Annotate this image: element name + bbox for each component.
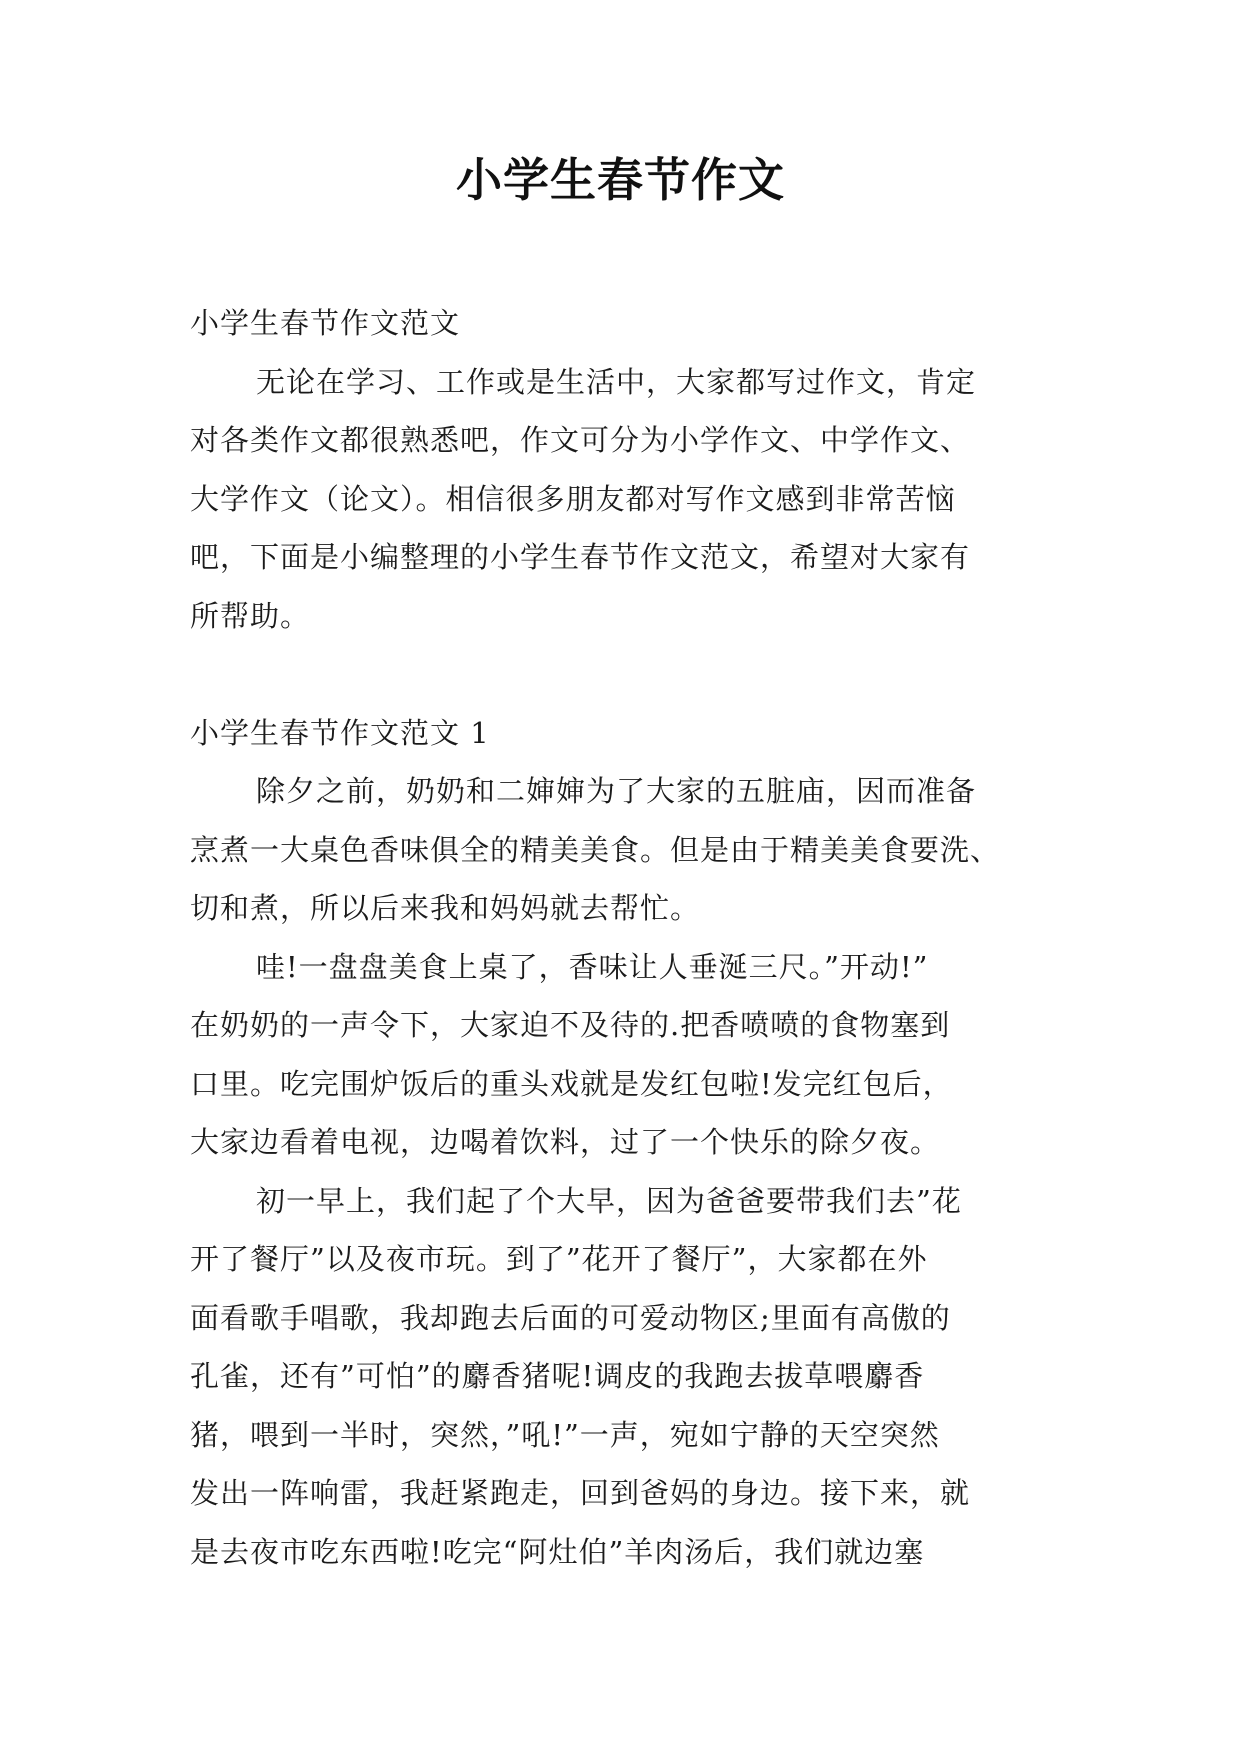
paragraph-line: 是去夜市吃东西啦!吃完“阿灶伯”羊肉汤后，我们就边塞 <box>190 1534 925 1569</box>
section-heading-intro: 小学生春节作文范文 <box>190 306 461 340</box>
paragraph-line: 在奶奶的一声令下，大家迫不及待的.把香喷喷的食物塞到 <box>190 1008 951 1042</box>
paragraph-line: 孔雀，还有”可怕”的麝香猪呢!调皮的我跑去拔草喂麝香 <box>190 1359 925 1393</box>
paragraph-line: 猪，喂到一半时，突然，”吼!”一声，宛如宁静的天空突然 <box>190 1417 940 1452</box>
paragraph-line: 大学作文（论文）。相信很多朋友都对写作文感到非常苦恼 <box>190 481 956 516</box>
paragraph-spacer <box>190 645 1070 704</box>
paragraph-line: 初一早上，我们起了个大早，因为爸爸要带我们去”花 <box>256 1183 962 1218</box>
document-title: 小学生春节作文 <box>456 153 785 207</box>
paragraph-line: 切和煮，所以后来我和妈妈就去帮忙。 <box>190 891 701 925</box>
paragraph-line: 哇!一盘盘美食上桌了，香味让人垂涎三尺。”开动!” <box>256 949 929 984</box>
paragraph-line: 开了餐厅”以及夜市玩。到了”花开了餐厅”，大家都在外 <box>190 1242 928 1276</box>
paragraph-line: 发出一阵响雷，我赶紧跑走，回到爸妈的身边。接下来，就 <box>190 1476 971 1510</box>
paragraph-line: 所帮助。 <box>190 598 311 633</box>
document-body <box>190 294 1070 1581</box>
paragraph-line: 口里。吃完围炉饭后的重头戏就是发红包啦!发完红包后， <box>190 1066 953 1101</box>
paragraph-line: 对各类作文都很熟悉吧，作文可分为小学作文、中学作文、 <box>190 423 971 457</box>
paragraph-line: 面看歌手唱歌，我却跑去后面的可爱动物区;里面有高傲的 <box>190 1300 951 1335</box>
paragraph-line: 吧，下面是小编整理的小学生春节作文范文，希望对大家有 <box>190 540 971 574</box>
paragraph-line: 除夕之前，奶奶和二婶婶为了大家的五脏庙，因而准备 <box>256 774 977 808</box>
paragraph-line: 烹煮一大桌色香味俱全的精美美食。但是由于精美美食要洗、 <box>190 832 1001 867</box>
paragraph-line: 大家边看着电视，边喝着饮料，过了一个快乐的除夕夜。 <box>190 1125 941 1159</box>
paragraph-line: 无论在学习、工作或是生活中，大家都写过作文，肯定 <box>256 364 977 399</box>
section-heading-essay-1: 小学生春节作文范文 1 <box>190 715 490 750</box>
